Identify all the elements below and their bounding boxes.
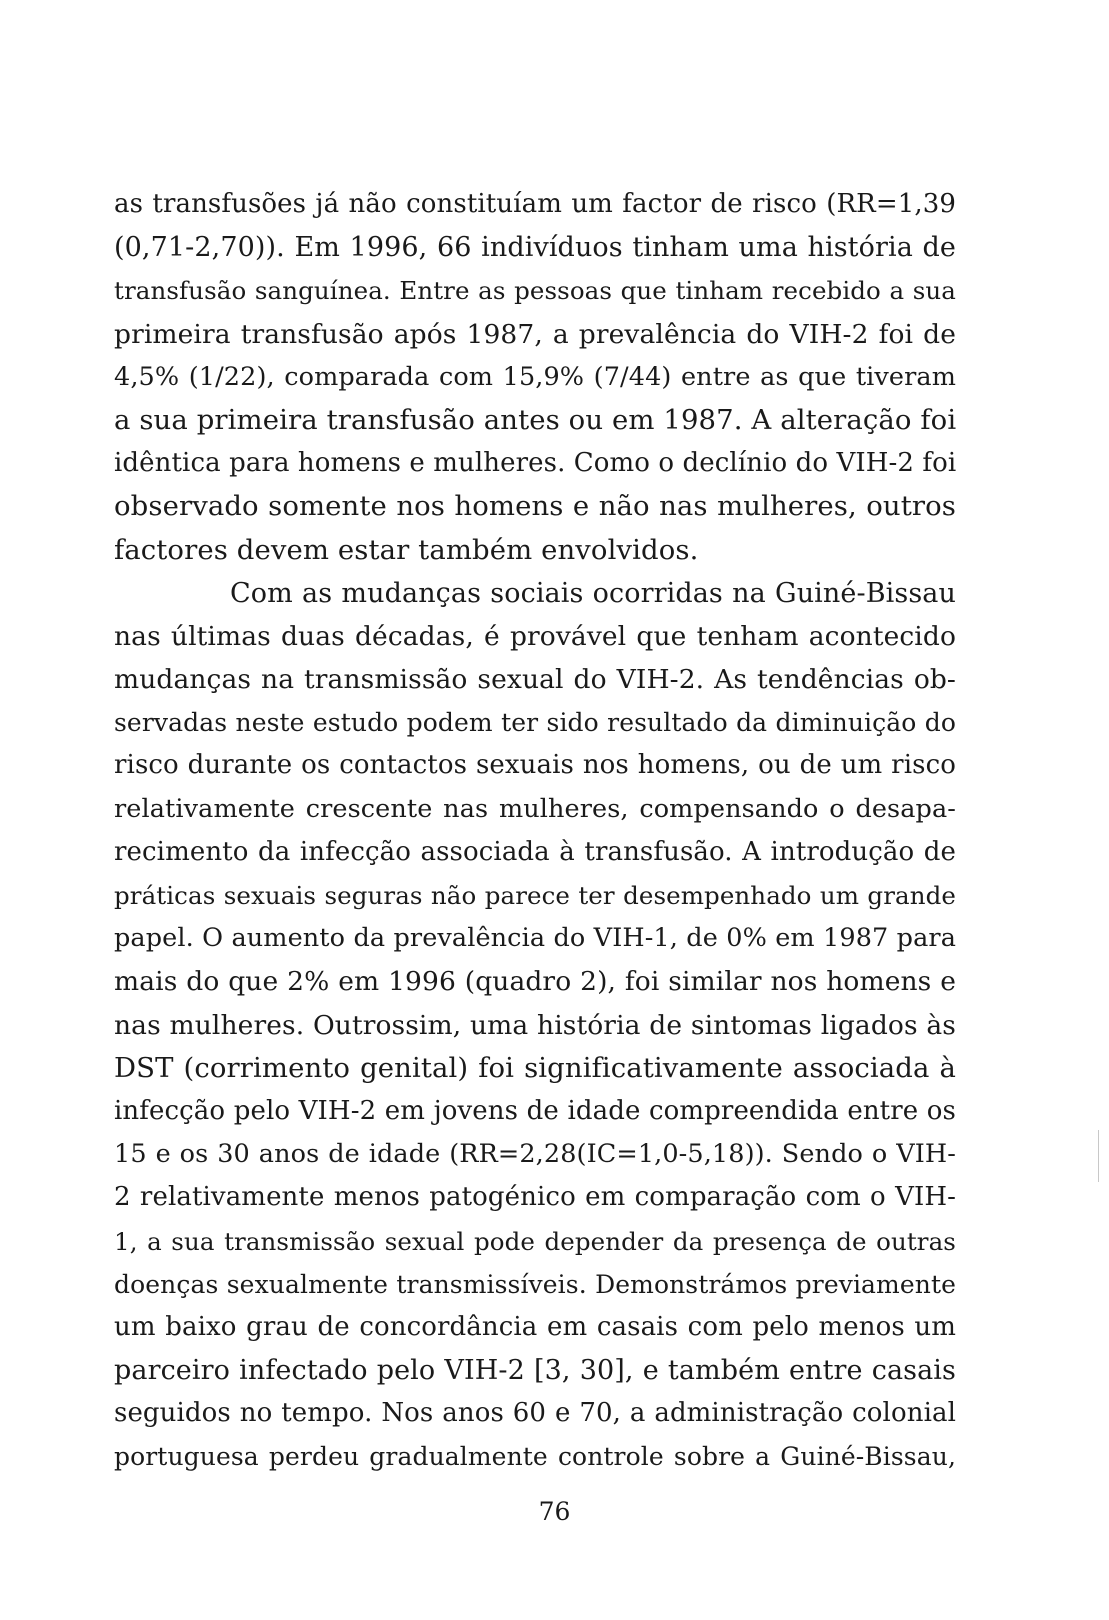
text-line: relativamente crescente nas mulheres, compensando o desapa- — [114, 793, 956, 824]
text-line: servadas neste estudo podem ter sido resultado da diminuição do — [114, 708, 956, 738]
text-line: (0,71-2,70)). Em 1996, 66 indivíduos tinham uma história de — [114, 232, 956, 264]
text-line: observado somente nos homens e não nas mulheres, outros — [114, 490, 956, 523]
text-line: 4,5% (1/22), comparada com 15,9% (7/44) entre as que tiveram — [114, 361, 956, 392]
text-line: as transfusões já não constituíam um factor de risco (RR=1,39 — [114, 189, 956, 219]
text-line: nas últimas duas décadas, é provável que tenham acontecido — [114, 620, 956, 652]
text-line: primeira transfusão após 1987, a prevalência do VIH-2 foi de — [114, 318, 956, 350]
text-line: nas mulheres. Outrossim, uma história de sintomas ligados às — [114, 1009, 956, 1041]
text-line: a sua primeira transfusão antes ou em 1987. A alteração foi — [114, 403, 957, 436]
text-line: papel. O aumento da prevalência do VIH-1, de 0% em 1987 para — [114, 923, 956, 954]
text-line: DST (corrimento genital) foi significativamente associada à — [114, 1051, 956, 1084]
text-line: mudanças na transmissão sexual do VIH-2. As tendências ob- — [114, 664, 956, 696]
text-line: parceiro infectado pelo VIH-2 [3, 30], e também entre casais — [114, 1355, 956, 1387]
text-line: risco durante os contactos sexuais nos homens, ou de um risco — [114, 750, 956, 781]
body-text — [114, 183, 956, 1479]
text-line: factores devem estar também envolvidos. — [114, 533, 699, 566]
text-line: idêntica para homens e mulheres. Como o declínio do VIH-2 foi — [114, 448, 957, 479]
text-line: transfusão sanguínea. Entre as pessoas que tinham recebido a sua — [114, 276, 956, 306]
text-line: 15 e os 30 anos de idade (RR=2,28(IC=1,0-5,18)). Sendo o VIH- — [114, 1139, 956, 1170]
page-number: 76 — [538, 1497, 571, 1526]
text-line: um baixo grau de concordância em casais com pelo menos um — [114, 1311, 956, 1342]
text-line: práticas sexuais seguras não parece ter desempenhado um grande — [114, 881, 956, 910]
text-line: infecção pelo VIH-2 em jovens de idade compreendida entre os — [114, 1095, 956, 1126]
text-line: seguidos no tempo. Nos anos 60 e 70, a administração colonial — [114, 1398, 956, 1429]
text-line: Com as mudanças sociais ocorridas na Guiné-Bissau — [230, 577, 956, 609]
scan-margin-mark — [1098, 1130, 1099, 1182]
text-line: recimento da infecção associada à transfusão. A introdução de — [114, 836, 956, 867]
text-line: portuguesa perdeu gradualmente controle sobre a Guiné-Bissau, — [114, 1442, 956, 1472]
text-line: 2 relativamente menos patogénico em comparação com o VIH- — [114, 1182, 956, 1213]
text-line: mais do que 2% em 1996 (quadro 2), foi similar nos homens e — [114, 966, 956, 998]
text-line: doenças sexualmente transmissíveis. Demonstrámos previamente — [114, 1269, 956, 1299]
text-line: 1, a sua transmissão sexual pode depender da presença de outras — [114, 1226, 956, 1256]
